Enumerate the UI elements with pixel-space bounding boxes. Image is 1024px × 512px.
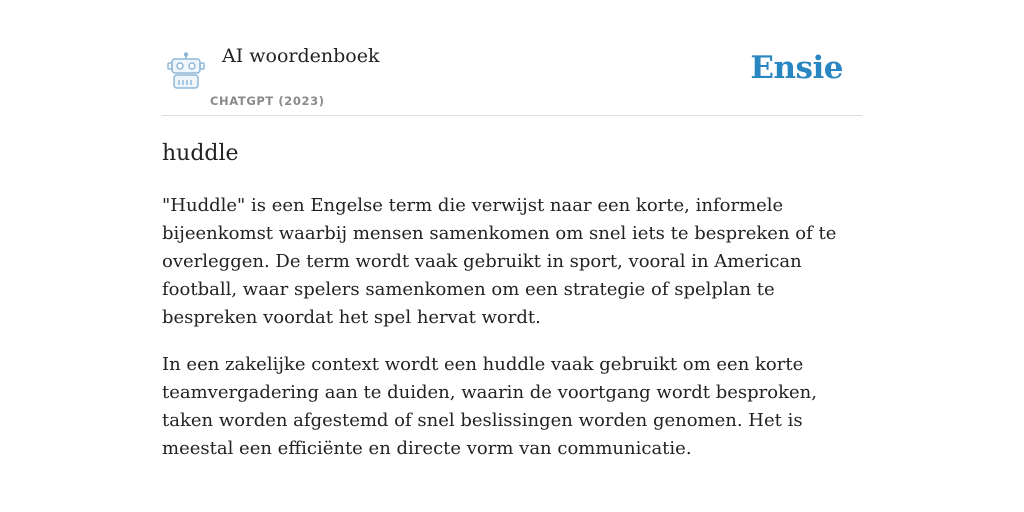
source-subtitle: CHATGPT (2023): [210, 94, 325, 108]
robot-icon: [166, 52, 206, 90]
page: [162, 0, 862, 512]
definition-paragraph: "Huddle" is een Engelse term die verwijst naar een korte, informele bijeenkomst waarbij mensen samenkomen om snel iets te bespreken of te overleggen. De term wordt vaak gebruikt in sport, vooral in American football, waar spelers samenkomen om een strategie of spelplan te bespreken voordat het spel hervat wordt.: [162, 195, 837, 328]
source-title[interactable]: AI woordenboek: [222, 45, 380, 67]
entry-term: huddle: [162, 141, 239, 166]
brand-logo-link[interactable]: Ensie: [750, 50, 843, 86]
header: [162, 0, 862, 116]
definition-paragraph: In een zakelijke context wordt een huddle vaak gebruikt om een korte teamvergadering aan te duiden, waarin de voortgang wordt besproken, taken worden afgestemd of snel beslissingen worden genomen. Het is meestal een efficiënte en directe vorm van communicatie.: [162, 354, 817, 459]
entry-definition: [162, 192, 862, 482]
